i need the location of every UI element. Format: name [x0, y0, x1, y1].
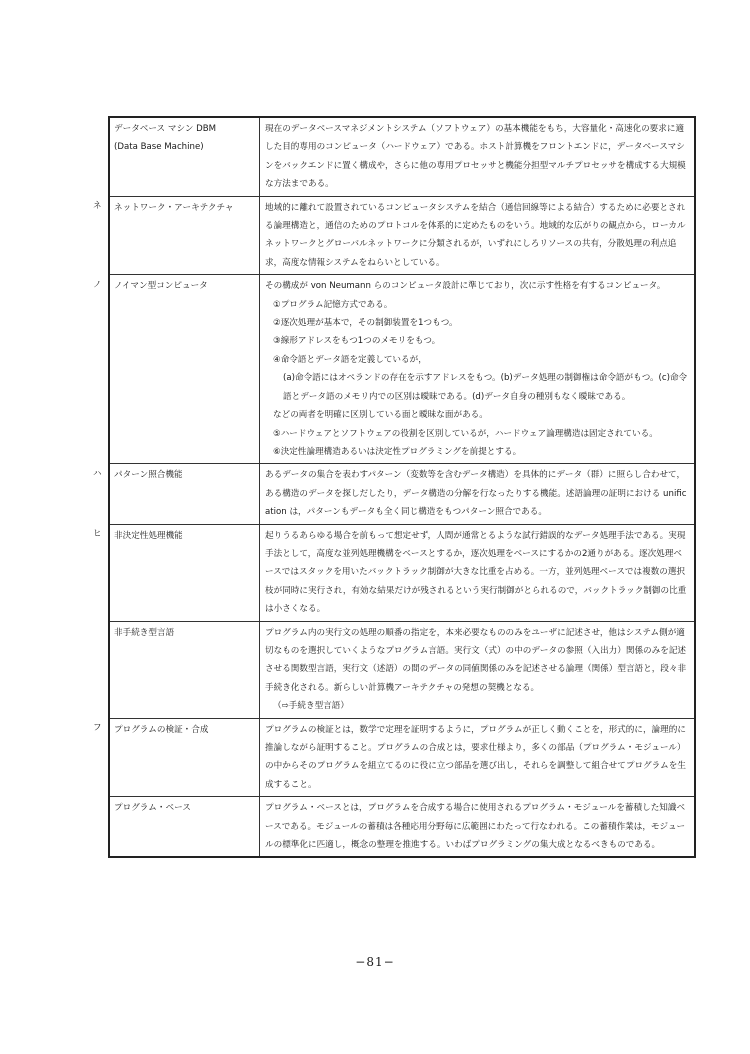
- cross-reference: （⇨手続き型言語）: [273, 701, 349, 712]
- definition-text: 現在のデータベースマネジメントシステム（ソフトウェア）の基本機能をもち，大容量化・高速化の要求に適した目的専用のコンピュータ（ハードウェア）である。ホスト計算機をフロントエンドに，データベースマシンをバックエンドに置く構成や，さらに他の専用プロセッサと機能分担型マルチプロセッサを構成する大規模な方法まである。: [265, 124, 686, 190]
- definition-text: あるデータの集合を表わすパターン（変数等を含むデータ構造）を具体的にデータ（群）に照らし合わせて，ある構造のデータを探しだしたり，データ構造の分解を行なったりする機能。述語論理の証明における unification は，パターンもデータも全く同じ構造をもつパターン照合である。: [265, 470, 687, 518]
- definition-text: 起りうるあらゆる場合を前もって想定せず，人間が通常とるような試行錯誤的なデータ処理手法である。実現手法として，高度な並列処理機構をベースとするか，逐次処理をベースにするかの2通りがある。逐次処理ベースではスタックを用いたバックトラック制御が大きな比重を占める。一方，並列処理ベースでは複数の選択枝が同時に実行され，有効な結果だけが残されるという実行制御がとられるので，バックトラック制御の比重は小さくなる。: [265, 530, 687, 615]
- glossary-row-verification: [109, 718, 695, 797]
- term-english: (Data Base Machine): [114, 142, 204, 153]
- definition-cell: [260, 275, 696, 464]
- kana-index-ne: ネ: [93, 201, 102, 212]
- definition-cell: [260, 621, 696, 718]
- definition-cell: [260, 718, 696, 797]
- kana-index-ha: ハ: [93, 468, 102, 479]
- definition-text: プログラム内の実行文の処理の順番の指定を，本来必要なもののみをユーザに記述させ，他はシステム側が適切なものを選択していくようなプログラム言語。実行文（式）の中のデータの参照（入出力）関係のみを記述させる関数型言語，実行文（述語）の間のデータの同値関係のみを記述させる論理（関係）型言語と，段々非手続き化される。新らしい計算機アーキテクチャの発想の契機となる。: [265, 627, 687, 693]
- term-name: ノイマン型コンピュータ: [114, 281, 208, 292]
- definition-cell: [260, 117, 696, 196]
- page-number: −81−: [355, 955, 395, 969]
- term-cell: [109, 524, 260, 621]
- definition-cell: [260, 524, 696, 621]
- definition-text: プログラム・ベースとは，プログラムを合成する場合に使用されるプログラム・モジュールを蓄積した知識ベースである。モジュールの蓄積は各種応用分野毎に広範囲にわたって行なわれる。この蓄積作業は，モジュールの標準化に匹適し，概念の整理を推進する。いわばプログラミングの集大成となるべきものである。: [265, 803, 686, 851]
- term-cell: [109, 196, 260, 275]
- term-cell: [109, 464, 260, 524]
- term-cell: [109, 718, 260, 797]
- glossary-row-program-base: [109, 797, 695, 858]
- term-name: プログラムの検証・合成: [114, 724, 209, 735]
- term-name: プログラム・ベース: [114, 803, 191, 814]
- kana-index-fu: フ: [93, 723, 102, 734]
- term-name: 非手続き型言語: [114, 627, 175, 638]
- definition-cell: [260, 196, 696, 275]
- definition-text: その構成が von Neumann らのコンピュータ設計に準じており，次に示す性格を有するコンピュータ。: [265, 281, 666, 292]
- glossary-row-network: [109, 196, 695, 275]
- definition-list-item: ④命令語とデータ語を定義しているが，: [273, 354, 427, 365]
- term-name: データベース マシン DBM: [114, 124, 217, 134]
- definition-text: プログラムの検証とは，数学で定理を証明するように，プログラムが正しく動くことを，形式的に，論理的に推論しながら証明すること。プログラムの合成とは，要求仕様より，多くの部品（プログラム・モジュール）の中からそのプログラムを組立てるのに役に立つ部品を選び出し，それらを調整して組合せてプログラムを生成すること。: [265, 724, 686, 790]
- definition-list-item: ⑥決定性論理構造あるいは決定性プログラミングを前提とする。: [273, 446, 522, 457]
- glossary-row-nonprocedural: [109, 621, 695, 718]
- term-cell: [109, 797, 260, 858]
- definition-cell: [260, 464, 696, 524]
- term-cell: [109, 275, 260, 464]
- term-cell: [109, 117, 260, 196]
- term-name: ネットワーク・アーキテクチャ: [114, 202, 234, 213]
- kana-index-no: ノ: [93, 279, 102, 290]
- kana-index-hi: ヒ: [93, 529, 102, 540]
- glossary-body: [109, 117, 695, 857]
- definition-list-item: ③線形アドレスをもつ1つのメモリをもつ。: [273, 336, 441, 347]
- glossary-row-neumann: [109, 275, 695, 464]
- definition-cell: [260, 797, 696, 858]
- term-name: パターン照合機能: [114, 470, 183, 481]
- glossary-row-pattern: [109, 464, 695, 524]
- glossary-row-nondeterministic: [109, 524, 695, 621]
- definition-list-item: ⑤ハードウェアとソフトウェアの役割を区別しているが，ハードウェア論理構造は固定されている。: [273, 428, 658, 439]
- definition-text: などの両者を明確に区別している面と曖昧な面がある。: [273, 410, 488, 421]
- definition-sublist: (a)命令語にはオペランドの存在を示すアドレスをもつ。(b)データ処理の制御権は命令語がもつ。(c)命令語とデータ語のメモリ内での区別は曖昧である。(d)データ自身の種別もなく曖昧である。: [283, 373, 688, 402]
- term-name: 非決定性処理機能: [114, 530, 183, 541]
- definition-list-item: ②逐次処理が基本で，その制御装置を1つもつ。: [273, 318, 458, 329]
- glossary-table: [108, 116, 696, 858]
- definition-text: 地域的に離れて設置されているコンピュータシステムを結合（通信回線等による結合）するために必要とされる論理構造と，通信のためのプロトコルを体系的に定めたものをいう。地域的な広がりの観点から，ローカルネットワークとグローバルネットワークに分類されるが，いずれにしろリソースの共有，分散処理の利点追求，高度な情報システムをねらいとしている。: [265, 202, 686, 268]
- term-cell: [109, 621, 260, 718]
- glossary-row-dbm: [109, 117, 695, 196]
- definition-list-item: ①プログラム記憶方式である。: [273, 299, 393, 310]
